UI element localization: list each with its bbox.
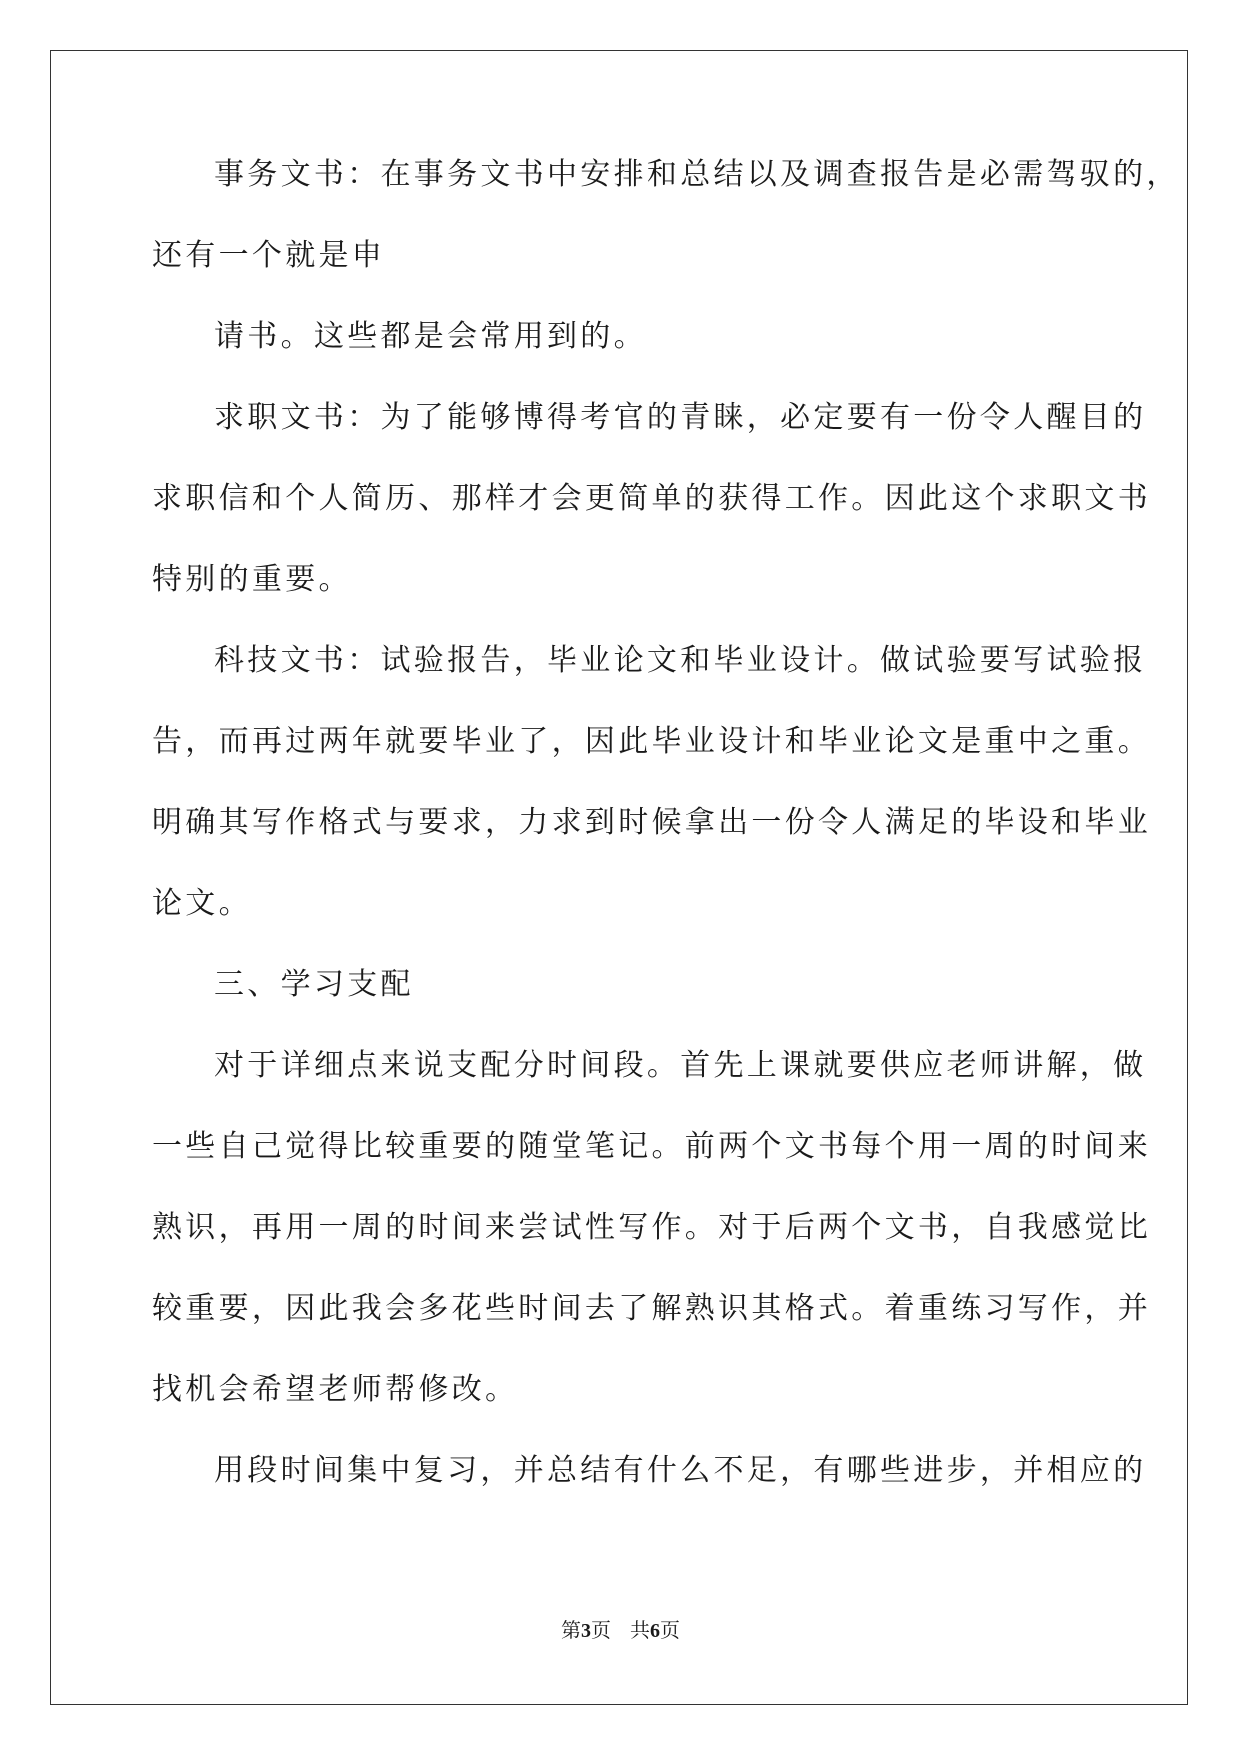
text-line: 事务文书：在事务文书中安排和总结以及调查报告是必需驾驭的， [214, 157, 1180, 192]
text-line: 还有一个就是申 [152, 238, 386, 273]
text-line: 科技文书：试验报告，毕业论文和毕业设计。做试验要写试验报 [214, 643, 1147, 678]
footer-total-suffix: 页 [660, 1618, 681, 1642]
page-footer [0, 1618, 1241, 1643]
text-line: 告，而再过两年就要毕业了，因此毕业设计和毕业论文是重中之重。 [152, 724, 1151, 759]
text-line: 求职信和个人简历、那样才会更简单的获得工作。因此这个求职文书 [152, 481, 1151, 516]
text-line: 用段时间集中复习，并总结有什么不足，有哪些进步，并相应的 [214, 1453, 1147, 1488]
text-line: 找机会希望老师帮修改。 [152, 1372, 519, 1407]
text-line: 请书。这些都是会常用到的。 [214, 319, 647, 354]
footer-total-pages: 6 [650, 1620, 661, 1642]
text-line: 熟识，再用一周的时间来尝试性写作。对于后两个文书，自我感觉比 [152, 1210, 1151, 1245]
text-line: 论文。 [152, 886, 252, 921]
text-line: 特别的重要。 [152, 562, 352, 597]
text-line: 一些自己觉得比较重要的随堂笔记。前两个文书每个用一周的时间来 [152, 1129, 1151, 1164]
footer-page-prefix: 第 [560, 1618, 581, 1642]
text-line: 求职文书：为了能够博得考官的青睐，必定要有一份令人醒目的 [214, 400, 1147, 435]
section-heading: 三、学习支配 [214, 967, 414, 1002]
footer-page-suffix: 页 [590, 1618, 611, 1642]
document-body [152, 155, 1180, 1532]
text-line: 对于详细点来说支配分时间段。首先上课就要供应老师讲解，做 [214, 1048, 1147, 1083]
text-line: 较重要，因此我会多花些时间去了解熟识其格式。着重练习写作，并 [152, 1291, 1151, 1326]
text-line: 明确其写作格式与要求，力求到时候拿出一份令人满足的毕设和毕业 [152, 805, 1151, 840]
footer-page-number: 3 [580, 1620, 591, 1642]
footer-total-prefix: 共 [630, 1618, 651, 1642]
